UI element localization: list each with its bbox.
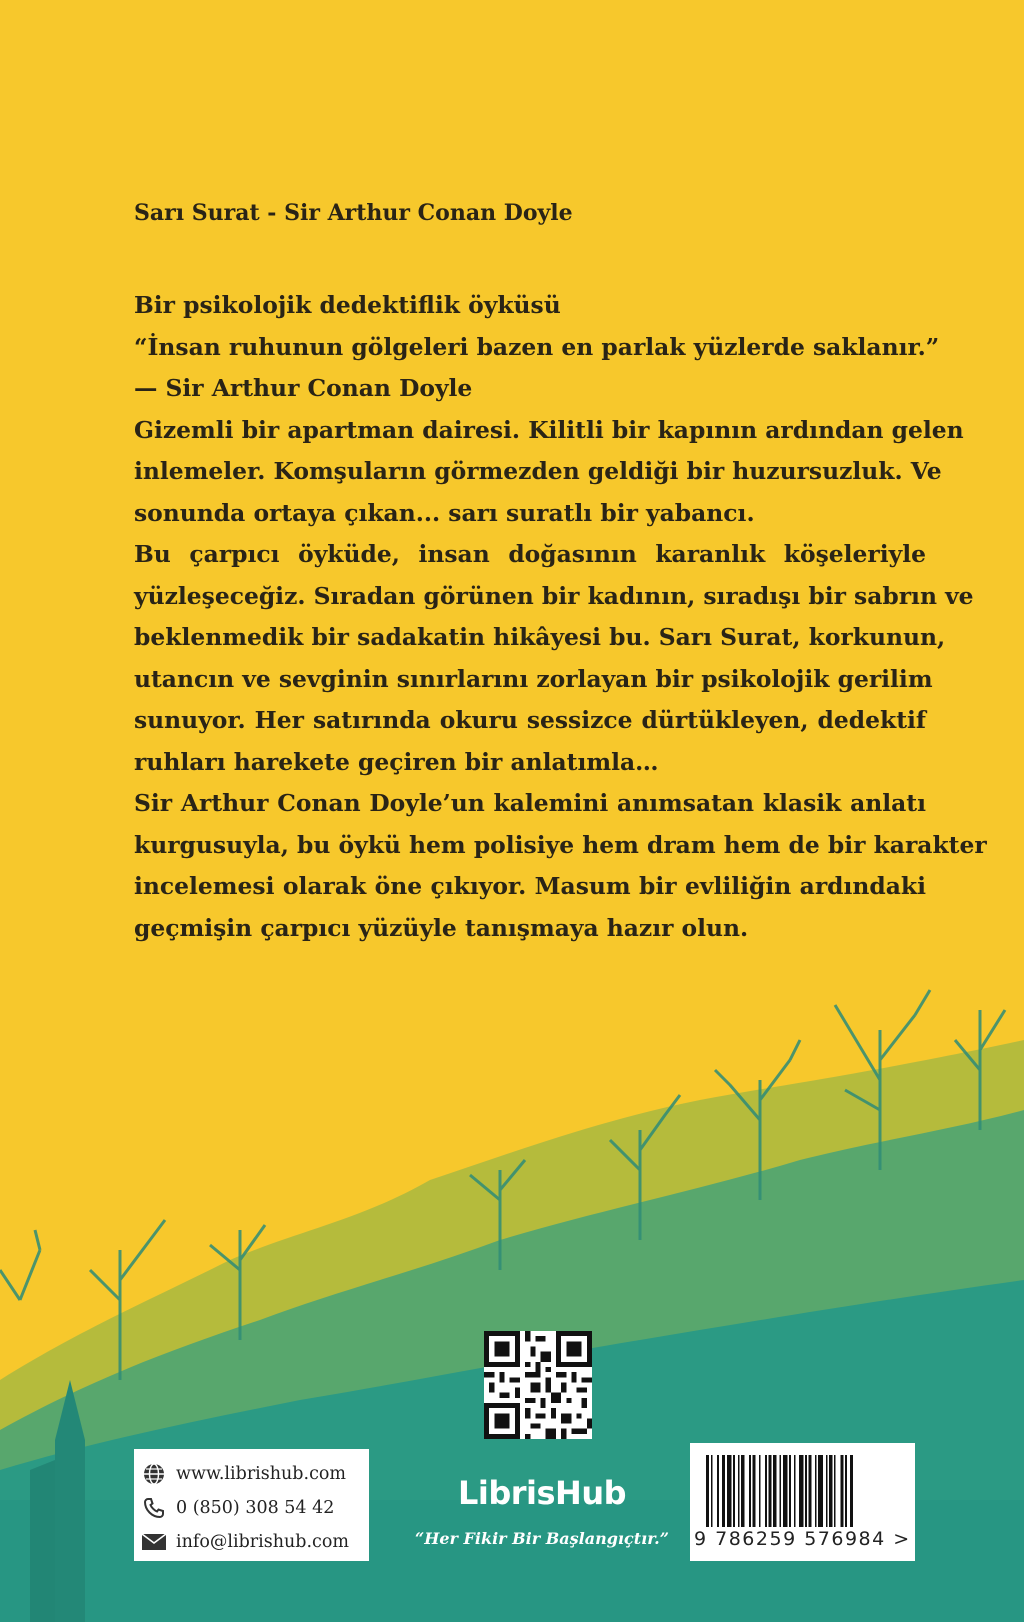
blurb-line: “İnsan ruhunun gölgeleri bazen en parlak yüzlerde saklanır.” <box>134 332 940 361</box>
globe-icon <box>140 1460 168 1488</box>
blurb-line: sonunda ortaya çıkan... sarı suratlı bir yabancı. <box>134 498 755 527</box>
blurb-line: Bu çarpıcı öyküde, insan doğasının karanlık köşeleriyle <box>134 540 926 568</box>
website-text[interactable]: www.librishub.com <box>176 1464 347 1484</box>
qr-code[interactable] <box>484 1331 592 1439</box>
blurb-line: kurgusuyla, bu öykü hem polisiye hem dram hem de bir karakter <box>134 830 987 859</box>
phone-text[interactable]: 0 (850) 308 54 42 <box>176 1498 335 1518</box>
blurb-line: inlemeler. Komşuların görmezden geldiği bir huzursuzluk. Ve <box>134 457 942 485</box>
book-title-line: Sarı Surat - Sir Arthur Conan Doyle <box>134 200 573 226</box>
phone-icon <box>140 1494 168 1522</box>
blurb-line: Bir psikolojik dedektiflik öyküsü <box>134 291 561 319</box>
isbn-barcode <box>690 1443 915 1561</box>
blurb-line: — Sir Arthur Conan Doyle <box>134 374 473 402</box>
blurb-line: utancın ve sevginin sınırlarını zorlayan bir psikolojik gerilim <box>134 664 933 693</box>
blurb-line: Sir Arthur Conan Doyle’un kalemini anımsatan klasik anlatı <box>134 789 926 817</box>
email-text[interactable]: info@librishub.com <box>176 1532 349 1552</box>
publisher-logo: LibrisHub <box>457 1474 627 1512</box>
isbn-number: 9 786259 576984 > <box>694 1528 911 1550</box>
blurb-line: ruhları harekete geçiren bir anlatımla… <box>134 747 659 776</box>
blurb-line: Gizemli bir apartman dairesi. Kilitli bir kapının ardından gelen <box>134 415 964 444</box>
blurb-line: beklenmedik bir sadakatin hikâyesi bu. Sarı Surat, korkunun, <box>134 623 946 651</box>
publisher-slogan: “Her Fikir Bir Başlangıçtır.” <box>415 1529 669 1548</box>
envelope-icon <box>140 1528 168 1556</box>
blurb-line: geçmişin çarpıcı yüzüyle tanışmaya hazır olun. <box>134 913 749 942</box>
contact-info-box <box>134 1449 369 1561</box>
blurb-line: incelemesi olarak öne çıkıyor. Masum bir evliliğin ardındaki <box>134 872 926 900</box>
barcode-bars <box>690 1443 915 1533</box>
contact-phone-row <box>140 1491 369 1525</box>
blurb-line: yüzleşeceğiz. Sıradan görünen bir kadının, sıradışı bir sabrın ve <box>134 581 974 610</box>
blurb-line: sunuyor. Her satırında okuru sessizce dürtükleyen, dedektif <box>134 706 926 734</box>
contact-email-row <box>140 1525 369 1559</box>
back-cover-blurb <box>134 285 987 949</box>
contact-website-row <box>140 1457 369 1491</box>
